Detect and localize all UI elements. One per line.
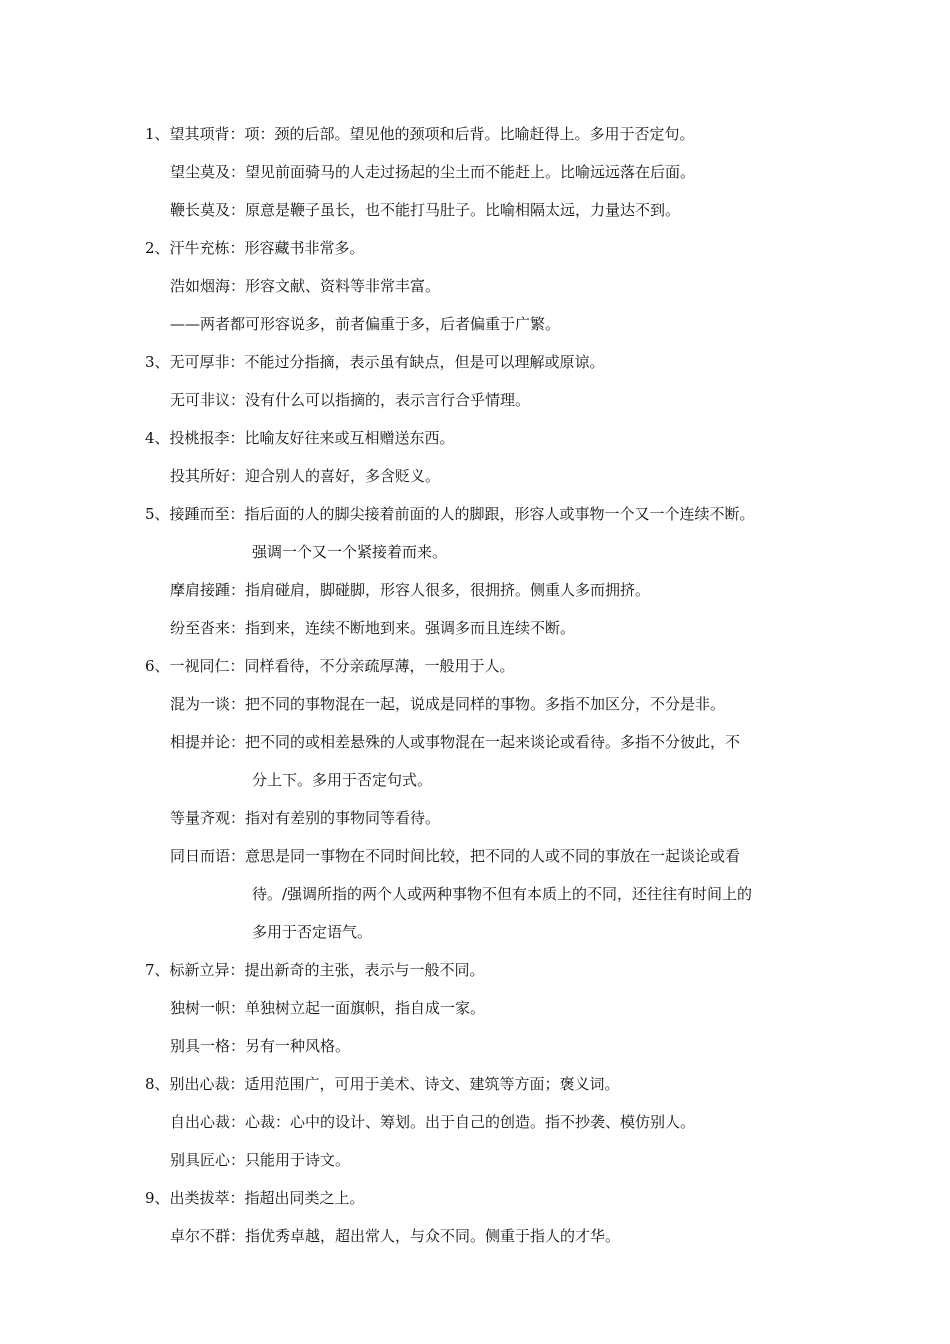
entry-3-wukehoufei: 3、无可厚非：不能过分指摘，表示虽有缺点，但是可以理解或原谅。 bbox=[145, 353, 605, 371]
entry-5-jiezhongerzhi: 5、接踵而至：指后面的人的脚尖接着前面的人的脚跟，形容人或事物一个又一个连续不断。 bbox=[145, 505, 755, 523]
entry-1-bianchangmoji: 鞭长莫及：原意是鞭子虽长，也不能打马肚子。比喻相隔太远，力量达不到。 bbox=[170, 201, 681, 219]
entry-6-yishitongren: 6、一视同仁：同样看待，不分亲疏厚薄，一般用于人。 bbox=[145, 657, 515, 675]
entry-5-fenzhitalai: 纷至沓来：指到来，连续不断地到来。强调多而且连续不断。 bbox=[170, 619, 576, 637]
entry-2-comparison-note: ——两者都可形容说多，前者偏重于多，后者偏重于广繁。 bbox=[170, 315, 561, 333]
entry-4-touqisuohao: 投其所好：迎合别人的喜好，多含贬义。 bbox=[170, 467, 441, 485]
entry-9-chuleibacui: 9、出类拔萃：指超出同类之上。 bbox=[145, 1189, 365, 1207]
entry-6-xiangtibinglun-continued: 分上下。多用于否定句式。 bbox=[252, 771, 433, 789]
entry-9-zhuoerbuqun: 卓尔不群：指优秀卓越，超出常人，与众不同。侧重于指人的才华。 bbox=[170, 1227, 621, 1245]
entry-1-wangqixiangbei: 1、望其项背：项：颈的后部。望见他的颈项和后背。比喻赶得上。多用于否定句。 bbox=[145, 125, 695, 143]
entry-6-tongrieryu-continued-1: 待。/强调所指的两个人或两种事物不但有本质上的不同，还往往有时间上的 bbox=[252, 885, 753, 903]
entry-8-biejujiangxin: 别具匠心：只能用于诗文。 bbox=[170, 1151, 351, 1169]
entry-6-tongrieryu-continued-2: 多用于否定语气。 bbox=[252, 923, 373, 941]
entry-3-wukefeiyi: 无可非议：没有什么可以指摘的，表示言行合乎情理。 bbox=[170, 391, 531, 409]
entry-8-zichuxincai: 自出心裁：心裁：心中的设计、筹划。出于自己的创造。指不抄袭、模仿别人。 bbox=[170, 1113, 696, 1131]
entry-6-tongrieryu: 同日而语：意思是同一事物在不同时间比较，把不同的人或不同的事放在一起谈论或看 bbox=[170, 847, 741, 865]
entry-5-jiezhongerzhi-continued: 强调一个又一个紧接着而来。 bbox=[252, 543, 448, 561]
entry-1-wangchenmoji: 望尘莫及：望见前面骑马的人走过扬起的尘土而不能赶上。比喻远远落在后面。 bbox=[170, 163, 696, 181]
entry-2-hanniuchongdong: 2、汗牛充栋：形容藏书非常多。 bbox=[145, 239, 365, 257]
entry-7-biaoxinliyi: 7、标新立异：提出新奇的主张，表示与一般不同。 bbox=[145, 961, 485, 979]
entry-7-dushuyizhi: 独树一帜：单独树立起一面旗帜，指自成一家。 bbox=[170, 999, 486, 1017]
entry-7-biejuyige: 别具一格：另有一种风格。 bbox=[170, 1037, 351, 1055]
entry-6-xiangtibinglun: 相提并论：把不同的或相差悬殊的人或事物混在一起来谈论或看待。多指不分彼此，不 bbox=[170, 733, 741, 751]
entry-6-dengliangqiguan: 等量齐观：指对有差别的事物同等看待。 bbox=[170, 809, 441, 827]
entry-6-hunweiyitan: 混为一谈：把不同的事物混在一起，说成是同样的事物。多指不加区分，不分是非。 bbox=[170, 695, 726, 713]
entry-4-toutaobaoli: 4、投桃报李：比喻友好往来或互相赠送东西。 bbox=[145, 429, 455, 447]
entry-5-mojianjiezhong: 摩肩接踵：指肩碰肩，脚碰脚，形容人很多，很拥挤。侧重人多而拥挤。 bbox=[170, 581, 651, 599]
entry-8-biechuxincai: 8、别出心裁：适用范围广，可用于美术、诗文、建筑等方面；褒义词。 bbox=[145, 1075, 620, 1093]
entry-2-haoruyanhai: 浩如烟海：形容文献、资料等非常丰富。 bbox=[170, 277, 441, 295]
